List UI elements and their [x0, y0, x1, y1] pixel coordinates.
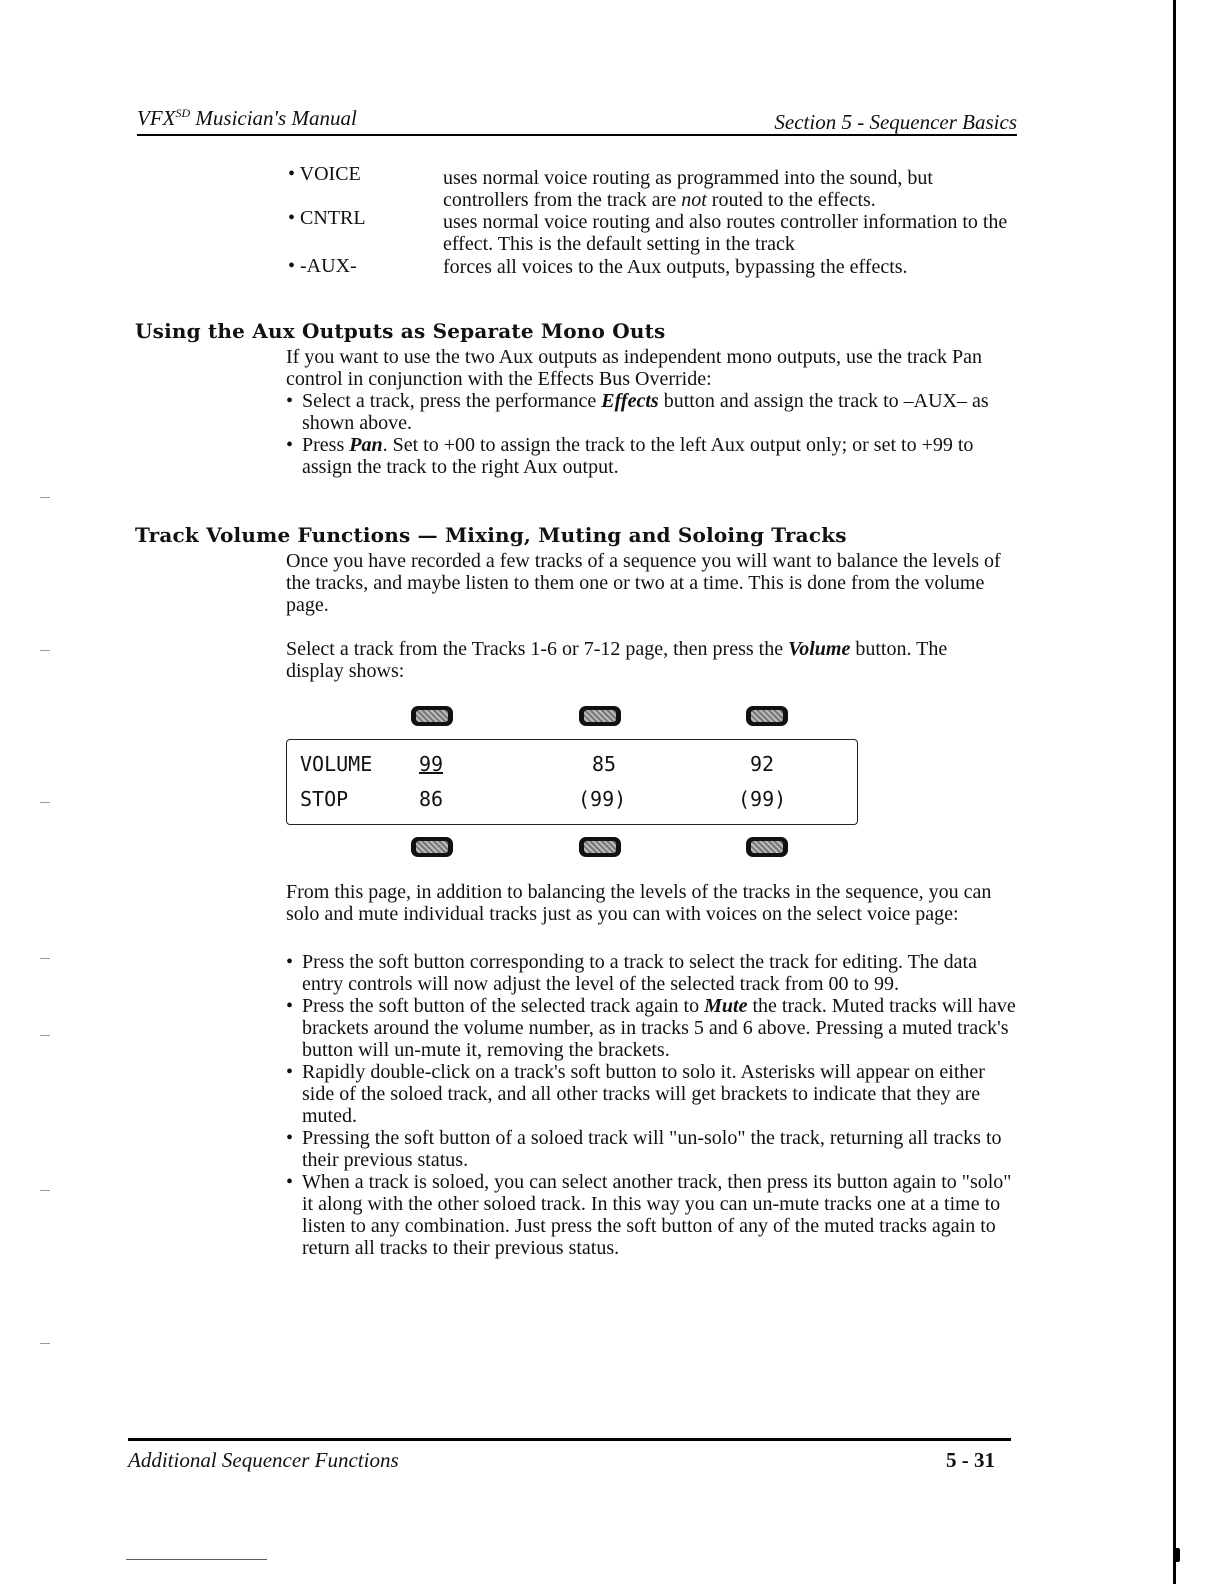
soft-button-6-bottom[interactable]: [746, 837, 788, 857]
routing-desc-cntrl: uses normal voice routing and also routes controller information to the effect. This is the default setting in the track: [443, 211, 1008, 255]
soft-button-5-bottom[interactable]: [579, 837, 621, 857]
list-item: • Rapidly double-click on a track's soft button to solo it. Asterisks will appear on either side of the soloed track, and all other tracks will get brackets to indicate that they are muted.: [286, 1061, 1016, 1127]
list-item: • Press the soft button corresponding to a track to select the track for editing. The data entry controls will now adjust the level of the selected track from 00 to 99.: [286, 951, 1016, 995]
lcd-track2-volume: 85: [592, 752, 617, 776]
list-item: • Pressing the soft button of a soloed track will "un-solo" the track, returning all tracks to their previous status.: [286, 1127, 1016, 1171]
lcd-volume-label: VOLUME: [300, 752, 373, 776]
footer-rule: [128, 1438, 1011, 1441]
list-item: • Select a track, press the performance Effects button and assign the track to –AUX– as shown above.: [286, 390, 1001, 434]
lcd-track4-volume: 86: [419, 787, 444, 811]
section-title-aux-outputs: Using the Aux Outputs as Separate Mono Outs: [135, 319, 666, 343]
margin-mark: [40, 958, 50, 959]
list-item: • Press Pan. Set to +00 to assign the track to the left Aux output only; or set to +99 to assign the track to the right Aux output.: [286, 434, 1001, 478]
routing-desc-aux: forces all voices to the Aux outputs, bypassing the effects.: [443, 256, 908, 278]
solo-mute-list: [286, 951, 1016, 1259]
routing-desc-voice: uses normal voice routing as programmed into the sound, but controllers from the track are not routed to the effects.: [443, 167, 933, 211]
lcd-stop-label: STOP: [300, 787, 349, 811]
solo-mute-intro-paragraph: From this page, in addition to balancing the levels of the tracks in the sequence, you can solo and mute individual tracks just as you can with voices on the select voice page:: [286, 881, 992, 925]
volume-intro-paragraph: Once you have recorded a few tracks of a sequence you will want to balance the levels of the tracks, and maybe listen to them one or two at a time. This is done from the volume page.: [286, 550, 1001, 616]
routing-term-cntrl: • CNTRL: [288, 207, 366, 229]
list-item: • Press the soft button of the selected track again to Mute the track. Muted tracks will have brackets around the volume number, as in tracks 5 and 6 above. Pressing a muted track's button will un-mute it, removing the brackets.: [286, 995, 1016, 1061]
page-edge: [1173, 0, 1176, 1584]
margin-mark: [40, 802, 50, 803]
section-label: Section 5 - Sequencer Basics: [774, 110, 1017, 134]
routing-term-voice: • VOICE: [288, 163, 361, 185]
margin-mark: [40, 650, 50, 651]
soft-button-4-bottom[interactable]: [411, 837, 453, 857]
lcd-track6-volume: (99): [738, 787, 787, 811]
page-header: [137, 104, 1017, 136]
lcd-track3-volume: 92: [750, 752, 775, 776]
soft-button-2-top[interactable]: [579, 706, 621, 726]
page-edge-tick: [1174, 1548, 1180, 1562]
aux-intro-paragraph: If you want to use the two Aux outputs as independent mono outputs, use the track Pan control in conjunction with the Effects Bus Override:: [286, 346, 983, 390]
soft-button-3-top[interactable]: [746, 706, 788, 726]
list-item: • When a track is soloed, you can select another track, then press its button again to "solo" it along with the other soloed track. In this way you can un-mute tracks one at a time to listen to any combination. Just press the soft button of any of the muted tracks again to return all tracks to their previous status.: [286, 1171, 1016, 1259]
routing-term-aux: • -AUX-: [288, 255, 357, 277]
aux-steps-list: [286, 390, 1001, 478]
footer-chapter: Additional Sequencer Functions: [128, 1448, 399, 1472]
margin-mark: [40, 497, 50, 498]
lcd-display: [286, 739, 858, 825]
lcd-track5-volume: (99): [578, 787, 627, 811]
section-title-track-volume: Track Volume Functions — Mixing, Muting and Soloing Tracks: [135, 523, 847, 547]
soft-button-1-top[interactable]: [411, 706, 453, 726]
margin-mark: [40, 1190, 50, 1191]
volume-select-paragraph: Select a track from the Tracks 1-6 or 7-12 page, then press the Volume button. The display shows:: [286, 638, 948, 682]
footnote-rule: [126, 1559, 267, 1560]
lcd-track1-volume: 99: [419, 752, 444, 776]
margin-mark: [40, 1343, 50, 1344]
manual-title: $VFX^{SD}$ Musician's Manual: [137, 106, 357, 130]
page-number: 5 - 31: [946, 1448, 995, 1472]
margin-mark: [40, 1035, 50, 1036]
